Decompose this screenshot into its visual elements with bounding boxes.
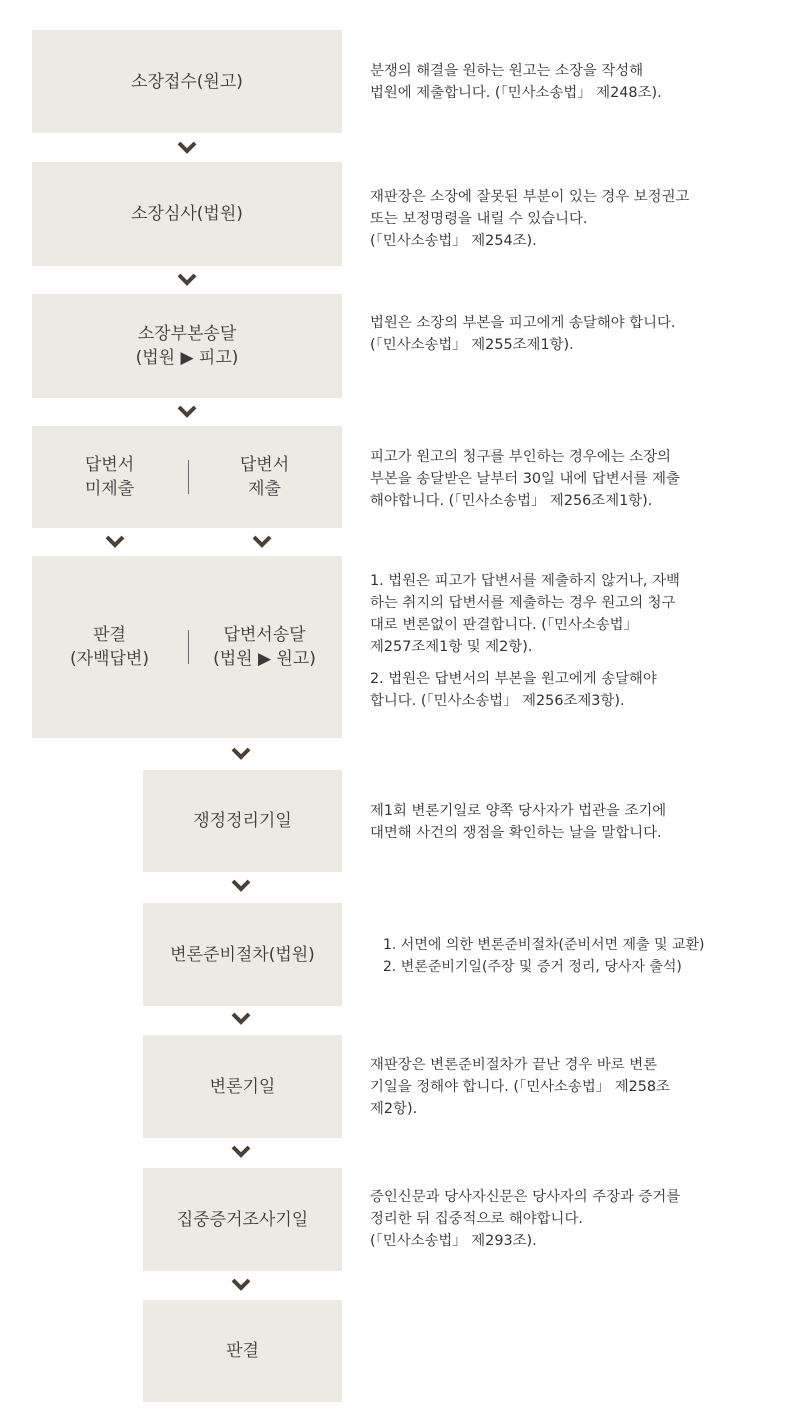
desc-line: 해야합니다. (「민사소송법」 제256조제1항).	[370, 493, 653, 509]
branch-divider	[188, 630, 189, 664]
desc-line: 분쟁의 해결을 원하는 원고는 소장을 작성해	[370, 63, 644, 79]
desc-line: (「민사소송법」 제255조제1항).	[370, 337, 574, 353]
desc-line: 재판장은 변론준비절차가 끝난 경우 바로 변론	[370, 1057, 657, 1073]
step-title: 쟁정정리기일	[193, 811, 292, 831]
desc-line: 또는 보정명령을 내릴 수 있습니다.	[370, 211, 588, 227]
chevron-down-icon	[230, 1011, 252, 1027]
desc-line: 증인신문과 당사자신문은 당사자의 주장과 증거를	[370, 1189, 681, 1205]
step-box-1	[32, 30, 342, 133]
desc-line: 합니다. (「민사소송법」 제256조제3항).	[370, 693, 625, 709]
branch-title: 답변서	[84, 455, 135, 475]
step-box-7	[143, 903, 342, 1006]
desc-line: 1. 법원은 피고가 답변서를 제출하지 않거나, 자백	[370, 573, 680, 589]
branch-title: 답변서	[239, 455, 290, 475]
step-title: 소장심사(법원)	[131, 204, 243, 224]
branch-subtitle: (자백답변)	[70, 649, 149, 669]
step-box-3	[32, 294, 342, 398]
branch-subtitle: 미제출	[84, 479, 135, 499]
desc-line: 1. 서면에 의한 변론준비절차(준비서면 제출 및 교환)	[383, 937, 705, 953]
step-box-8	[143, 1035, 342, 1138]
step-desc-7	[383, 934, 783, 978]
desc-line: 제2항).	[370, 1101, 418, 1117]
chevron-down-icon	[230, 746, 252, 762]
branch-left	[32, 453, 187, 501]
step-desc-5	[370, 570, 780, 712]
branch-right	[187, 623, 342, 671]
step-box-6	[143, 770, 342, 872]
desc-line: 대로 변론없이 판결합니다. (「민사소송법」	[370, 617, 638, 633]
step-desc-1	[370, 60, 780, 104]
step-box-5	[32, 556, 342, 738]
step-title: 소장부본송달	[137, 324, 237, 344]
step-box-9	[143, 1168, 342, 1271]
step-title: 변론준비절차(법원)	[170, 944, 315, 965]
chevron-down-icon	[230, 1144, 252, 1160]
branch-right	[187, 453, 342, 501]
branch-divider	[188, 460, 189, 494]
step-box-4	[32, 426, 342, 528]
step-title: 변론기일	[209, 1076, 276, 1097]
desc-line: 2. 법원은 답변서의 부본을 원고에게 송달해야	[370, 671, 657, 687]
branch-left	[32, 623, 187, 671]
desc-line: 기일을 정해야 합니다. (「민사소송법」 제258조	[370, 1079, 670, 1095]
chevron-down-icon	[230, 878, 252, 894]
branch-subtitle: (법원 ▶ 원고)	[213, 649, 316, 669]
chevron-down-icon	[251, 534, 273, 550]
desc-line: 정리한 뒤 집중적으로 해야합니다.	[370, 1211, 583, 1227]
step-desc-2	[370, 186, 780, 252]
desc-line: 제257조제1항 및 제2항).	[370, 639, 533, 655]
chevron-down-icon	[176, 404, 198, 420]
step-desc-4	[370, 446, 780, 512]
desc-line: 대면해 사건의 쟁점을 확인하는 날을 말합니다.	[370, 825, 662, 841]
desc-line: (「민사소송법」 제293조).	[370, 1233, 537, 1249]
desc-line: 법원에 제출합니다. (「민사소송법」 제248조).	[370, 85, 662, 101]
chevron-down-icon	[176, 272, 198, 288]
chevron-down-icon	[176, 140, 198, 156]
step-subtitle: (법원 ▶ 피고)	[135, 348, 239, 368]
step-box-2	[32, 162, 342, 266]
step-desc-9	[370, 1186, 780, 1252]
desc-line: 재판장은 소장에 잘못된 부분이 있는 경우 보정권고	[370, 189, 690, 205]
step-box-10	[143, 1300, 342, 1402]
desc-line: 부본을 송달받은 날부터 30일 내에 답변서를 제출	[370, 471, 680, 487]
branch-title: 답변서송달	[223, 625, 306, 645]
desc-line: 제1회 변론기일로 양쪽 당사자가 법관을 조기에	[370, 803, 667, 819]
chevron-down-icon	[104, 534, 126, 550]
desc-line: (「민사소송법」 제254조).	[370, 233, 537, 249]
chevron-down-icon	[230, 1277, 252, 1293]
step-title: 판결	[226, 1341, 259, 1361]
branch-subtitle: 제출	[248, 479, 281, 499]
branch-title: 판결	[93, 625, 126, 645]
desc-line: 피고가 원고의 청구를 부인하는 경우에는 소장의	[370, 449, 671, 465]
step-desc-8	[370, 1054, 780, 1120]
step-desc-6	[370, 800, 780, 844]
desc-line: 하는 취지의 답변서를 제출하는 경우 원고의 청구	[370, 595, 676, 611]
desc-line: 법원은 소장의 부본을 피고에게 송달해야 합니다.	[370, 315, 676, 331]
desc-line: 2. 변론준비기일(주장 및 증거 정리, 당사자 출석)	[383, 959, 682, 975]
step-title: 집중증거조사기일	[176, 1209, 309, 1230]
step-title: 소장접수(원고)	[131, 71, 243, 92]
step-desc-3	[370, 312, 780, 356]
